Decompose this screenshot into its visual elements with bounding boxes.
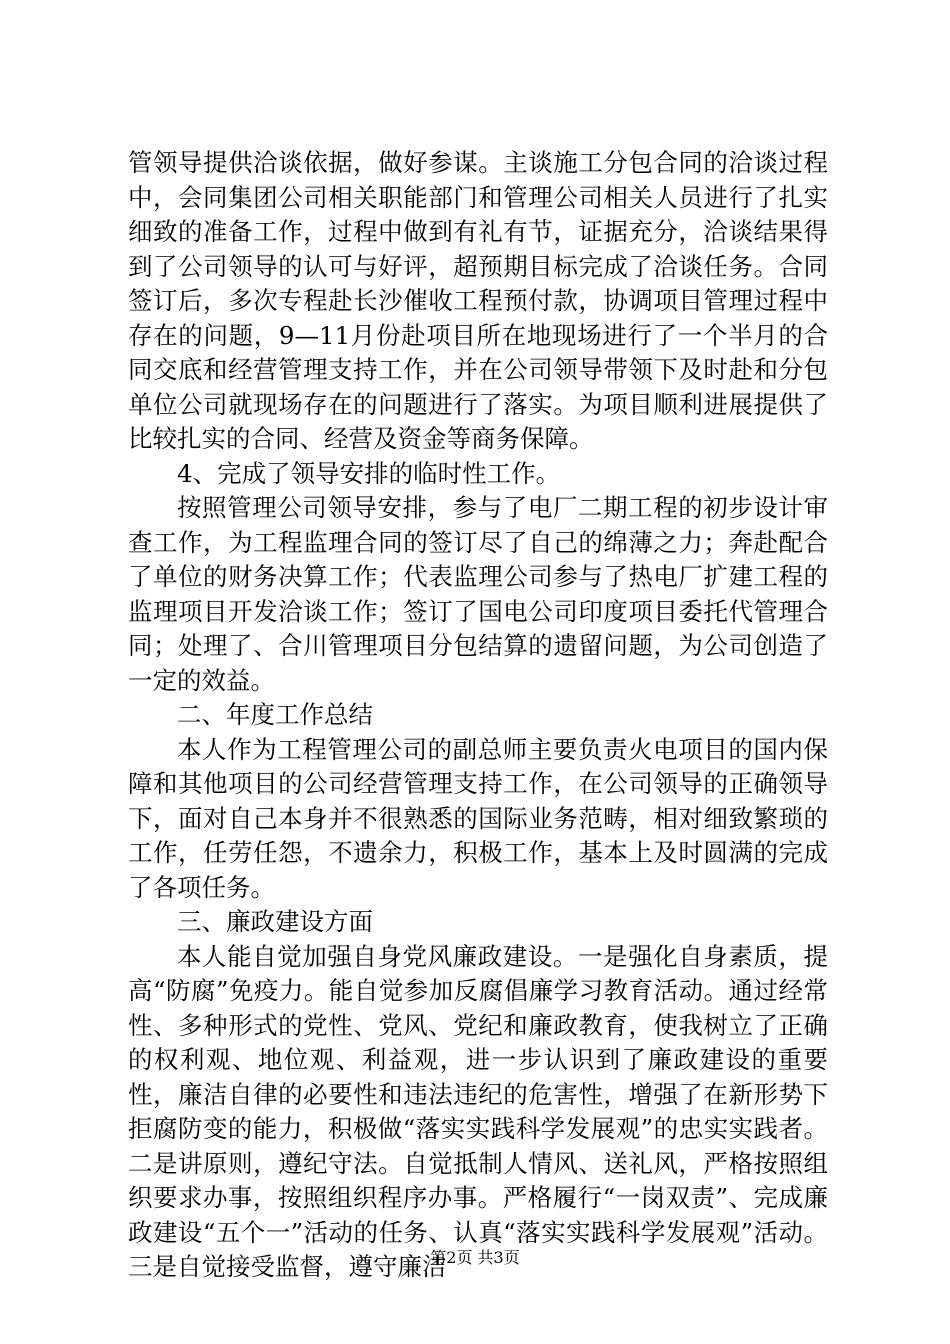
paragraph-integrity: 本人能自觉加强自身党风廉政建设。一是强化自身素质，提高“防腐”免疫力。能自觉参加反腐倡廉学习教育活动。通过经常性、多种形式的党性、党风、党纪和廉政教育，使我树立了正确的权利观、地位观、利益观，进一步认识到了廉政建设的重要性，廉洁自律的必要性和违法违纪的危害性，增强了在新形势下拒腐防变的能力，积极做“落实实践科学发展观”的忠实实践者。二是讲原则，遵纪守法。自觉抵制人情风、送礼风，严格按照组织要求办事，按照组织程序办事。严格履行“一岗双责”、完成廉政建设“五个一”活动的任务、认真“落实实践科学发展观”活动。三是自觉接受监督，遵守廉洁 xyxy=(128,941,828,1281)
document-body xyxy=(128,146,828,1285)
section-item-4-heading: 4、完成了领导安排的临时性工作。 xyxy=(177,458,561,488)
paragraph-annual-summary: 本人作为工程管理公司的副总师主要负责火电项目的国内保障和其他项目的公司经营管理支持工作，在公司领导的正确领导下，面对自己本身并不很熟悉的国际业务范畴，相对细致繁琐的工作，任劳任怨，不遗余力，积极工作，基本上及时圆满的完成了各项任务。 xyxy=(128,734,828,902)
paragraph-continuation: 管领导提供洽谈依据，做好参谋。主谈施工分包合同的洽谈过程中，会同集团公司相关职能部门和管理公司相关人员进行了扎实细致的准备工作，过程中做到有礼有节，证据充分，洽谈结果得到了公司领导的认可与好评，超预期目标完成了洽谈任务。合同签订后，多次专程赴长沙催收工程预付款，协调项目管理过程中存在的问题，9—11月份赴项目所在地现场进行了一个半月的合同交底和经营管理支持工作，并在公司领导带领下及时赴和分包单位公司就现场存在的问题进行了落实。为项目顺利进展提供了比较扎实的合同、经营及资金等商务保障。 xyxy=(128,148,828,453)
paragraph-temporary-work: 按照管理公司领导安排，参与了电厂二期工程的初步设计审查工作，为工程监理合同的签订尽了自己的绵薄之力；奔赴配合了单位的财务决算工作；代表监理公司参与了热电厂扩建工程的监理项目开发洽谈工作；签订了国电公司印度项目委托代管理合同；处理了、合川管理项目分包结算的遗留问题，为公司创造了一定的效益。 xyxy=(128,493,828,695)
section-2-heading: 二、年度工作总结 xyxy=(177,700,373,729)
page-number: 第2页 共3页 xyxy=(430,1248,520,1267)
section-3-heading: 三、廉政建设方面 xyxy=(177,907,373,936)
page-footer xyxy=(0,1248,950,1268)
